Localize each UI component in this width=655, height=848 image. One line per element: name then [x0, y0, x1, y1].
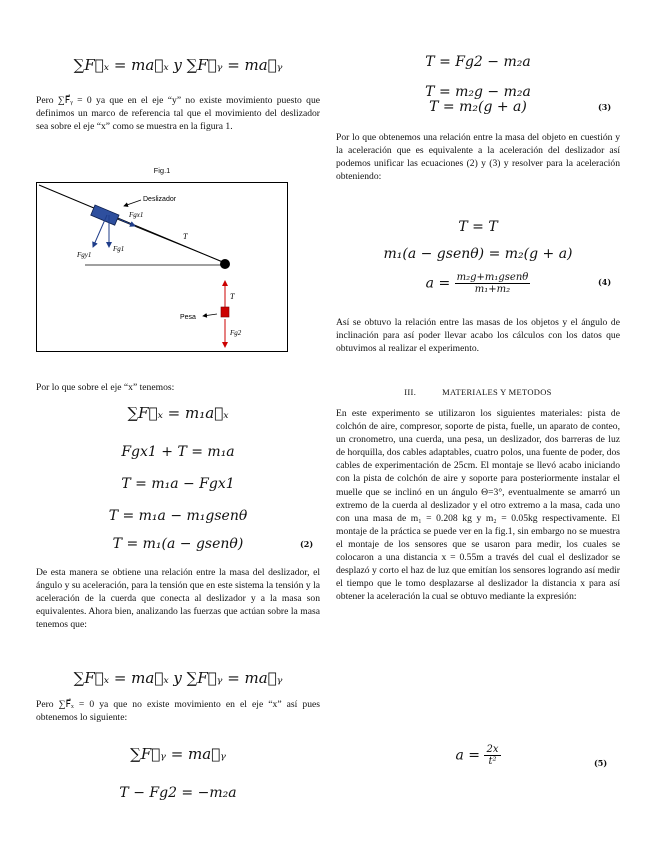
- section-title: MATERIALES Y METODOS: [442, 387, 552, 397]
- label-deslizador: Deslizador: [143, 196, 177, 203]
- paragraph-x-axis: Por lo que sobre el eje “x” tenemos:: [36, 382, 175, 393]
- label-fgy1: Fgy1: [77, 251, 92, 259]
- equation-4-lhs: a =: [425, 275, 451, 292]
- equation-4-fraction: [455, 272, 531, 295]
- paragraph-materials: En este experimento se utilizaron los siguientes materiales: pista de colchón de aire, compresor, soporte de pista, fuelle, un aparato de conteo, un cronometro, una cuerda, una pesa, un deslizador, dos barreras de luz de horquilla, dos cables adaptables, cuatro polos, una fuente de poder, dos cables de experimentación de 25cm. El montaje se llevó acabo iniciando con la pista de colchón de aire y soporte para posteriormente instalar el muelle que se inclinó en un ángulo Θ=3°, eventualmente se amarró un extremo de la cuerda al deslizador y el otro extremo a la masa, cada uno con una masa de m₁ = 0.208 kg y m₂ = 0.05kg respectivamente. El montaje de la práctica se puede ver en la fig.1, sin embargo no se muestra el montaje de los sensores que se usaron para medir, los cuales se colocaron a una distancia x = 0.55m a través del cual el deslizador se desplazó y corto el haz de luz que emitían los sensores logrando así medir el tiempo que le tomo desplazarse al deslizador la distancia x para así obtener la aceleración la cual se obtuvo mediante la expresión:: [336, 408, 620, 603]
- slider-block: [91, 205, 119, 225]
- label-fgx1: Fgx1: [129, 211, 144, 219]
- section-number: III.: [404, 387, 417, 397]
- figure-1-diagram: [37, 183, 287, 351]
- equation-4: [336, 272, 620, 295]
- equation-t-m1a-minus-fgx: T = m₁a − Fgx1: [121, 476, 235, 492]
- label-pesa: Pesa: [180, 314, 196, 321]
- fgx1-arrow: [119, 219, 135, 226]
- equation-number-5: (5): [594, 758, 608, 768]
- equation-5: [336, 744, 620, 767]
- equation-3: T = m₂(g + a): [429, 99, 527, 115]
- paragraph-reference-frame: Pero ∑F⃗ᵧ = 0 ya que en el eje “y” no existe movimiento puesto que definimos un marco de referencia tal que el movimiento del deslizador sea sobre el eje “x” como se muestra en la figura 1.: [36, 95, 320, 133]
- left-column: [36, 0, 320, 848]
- equation-t-fg2-minus-m2a: T = Fg2 − m₂a: [425, 54, 531, 70]
- paragraph-no-x-motion: Pero ∑F⃗ₓ = 0 ya que no existe movimiento en el eje “x” así pues obtenemos lo siguiente:: [36, 699, 320, 724]
- paragraph-unify-equations: Por lo que obtenemos una relación entre la masa del objeto en cuestión y la aceleración que es equivalente a la aceleración del deslizador así podemos unificar las ecuaciones (2) y (3) y resolver para la aceleración obteniendo:: [336, 132, 620, 183]
- equation-sum-fy: ∑F⃗ᵧ = ma⃗ᵧ: [130, 745, 226, 763]
- equation-sum-forces-1: ∑F⃗ₓ = ma⃗ₓ y ∑F⃗ᵧ = ma⃗ᵧ: [73, 56, 283, 74]
- equation-number-4: (4): [598, 277, 612, 287]
- equation-fgx-plus-t: Fgx1 + T = m₁a: [121, 444, 235, 460]
- figure-1: [36, 182, 288, 352]
- figure-caption: Fig.1: [153, 166, 171, 175]
- label-t-rope: T: [183, 232, 188, 241]
- label-fg1: Fg1: [113, 245, 125, 253]
- label-fg2: Fg2: [230, 329, 242, 337]
- equation-sum-forces-2: ∑F⃗ₓ = ma⃗ₓ y ∑F⃗ᵧ = ma⃗ᵧ: [73, 669, 283, 687]
- equation-number-2: (2): [300, 539, 314, 549]
- pesa-arrow: [203, 314, 217, 316]
- equation-5-numerator: 2x: [486, 744, 499, 755]
- equation-number-3: (3): [598, 102, 612, 112]
- section-heading-materials: [336, 387, 620, 397]
- equation-5-lhs: a =: [455, 747, 481, 764]
- deslizador-arrow: [124, 200, 141, 206]
- equation-4-numerator: m₂g+m₁gsenθ: [456, 272, 529, 283]
- pulley: [220, 259, 230, 269]
- equation-2: T = m₁(a − gsenθ): [112, 536, 244, 552]
- right-column: [336, 0, 620, 848]
- paragraph-mass-angle-relation: Así se obtuvo la relación entre las masas de los objetos y el ángulo de inclinación para así poder llevar acabo los cálculos con los datos que obtuvimos al realizar el experimento.: [336, 317, 620, 355]
- equation-t-minus-fg2: T − Fg2 = −m₂a: [119, 785, 237, 801]
- fgy1-arrow: [93, 215, 107, 247]
- equation-5-fraction: [484, 744, 500, 767]
- equation-t-m1a-minus-m1gsen: T = m₁a − m₁gsenθ: [108, 508, 248, 524]
- equation-t-m2g-minus-m2a: T = m₂g − m₂a: [425, 84, 531, 100]
- paragraph-tension-relation: De esta manera se obtiene una relación entre la masa del deslizador, el ángulo y su aceleración, para la tensión que en este sistema la tensión y la aceleración de la cuerda que conecta al deslizador y a la masa son equivalentes. Ahora bien, analizando las fuerzas que actúan sobre la masa tenemos que:: [36, 567, 320, 631]
- label-t-vertical: T: [230, 292, 235, 301]
- pesa-block: [221, 307, 229, 317]
- equation-sum-fx: ∑F⃗ₓ = m₁a⃗ₓ: [127, 404, 229, 422]
- equation-t-equals-t: T = T: [458, 219, 498, 235]
- equation-masses-relation: m₁(a − gsenθ) = m₂(g + a): [383, 246, 573, 262]
- equation-4-denominator: m₁+m₂: [474, 284, 511, 295]
- equation-5-denominator: t²: [488, 756, 497, 767]
